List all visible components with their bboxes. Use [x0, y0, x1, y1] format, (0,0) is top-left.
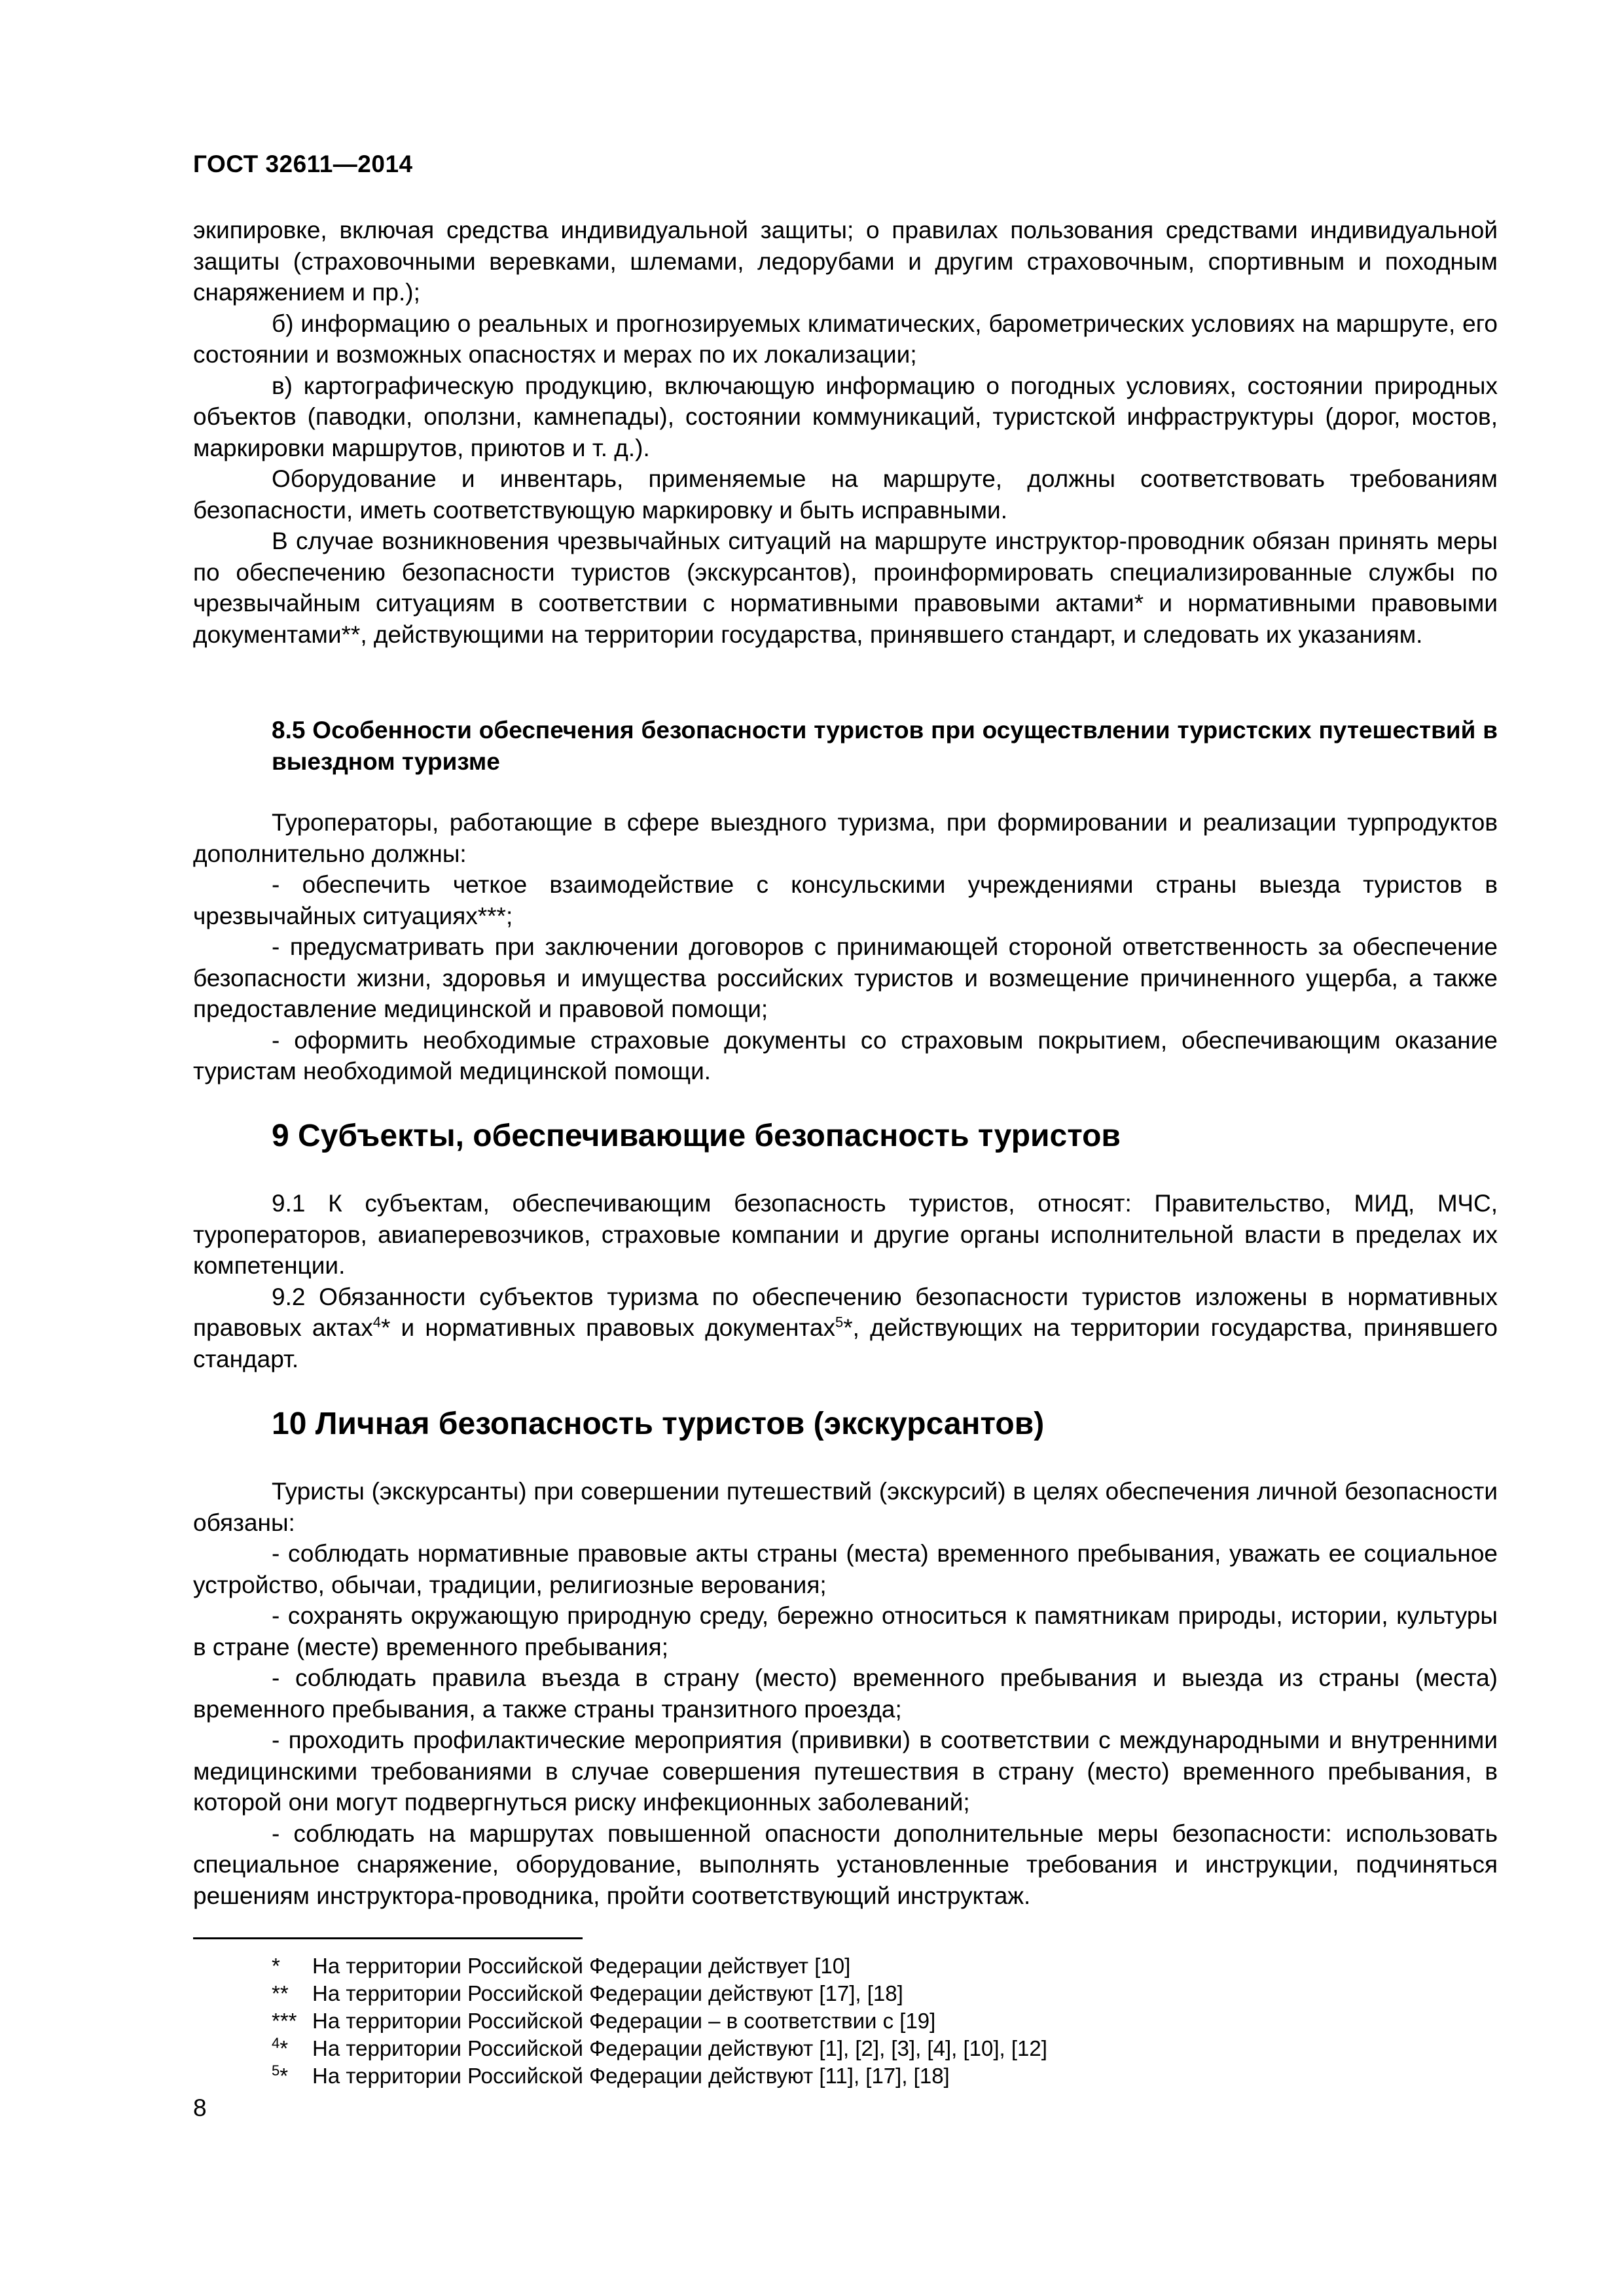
paragraph: - соблюдать на маршрутах повышенной опасности дополнительные меры безопасности: использовать специальное снаряжение, оборудование, выполнять установленные требования и инструкции, подчиняться решениям инструктора-проводника, пройти соответствующий инструктаж.	[193, 1820, 1498, 1909]
paragraph: - проходить профилактические мероприятия (прививки) в соответствии с международными и внутренними медицинскими требованиями в случае совершения путешествия в страну (место) временного пребывания, в которой они могут подвергнуться риску инфекционных заболеваний;	[193, 1727, 1498, 1816]
page-number: 8	[193, 2094, 207, 2121]
section-10-body	[193, 1476, 1498, 1911]
document-header: ГОСТ 32611—2014	[193, 151, 413, 177]
section-8-5-body	[193, 807, 1498, 1087]
paragraph: б) информацию о реальных и прогнозируемых климатических, барометрических условиях на маршруте, его состоянии и возможных опасностях и мерах по их локализации;	[193, 310, 1498, 368]
paragraph: - соблюдать правила въезда в страну (место) временного пребывания и выезда из страны (места) временного пребывания, а также страны транзитного проезда;	[193, 1664, 1498, 1723]
section-9-heading: 9 Субъекты, обеспечивающие безопасность туристов	[272, 1119, 1121, 1153]
intro-text-block	[193, 215, 1498, 650]
footnote: ** На территории Российской Федерации действуют [17], [18]	[272, 1981, 903, 2005]
section-8-5-heading: 8.5 Особенности обеспечения безопасности туристов при осуществлении туристских путешествий в выездном туризме	[272, 717, 1498, 775]
section-10-heading: 10 Личная безопасность туристов (экскурсантов)	[272, 1407, 1045, 1441]
paragraph: - соблюдать нормативные правовые акты страны (места) временного пребывания, уважать ее социальное устройство, обычаи, традиции, религиозные верования;	[193, 1540, 1498, 1598]
paragraph: Туристы (экскурсанты) при совершении путешествий (экскурсий) в целях обеспечения личной безопасности обязаны:	[193, 1478, 1498, 1536]
paragraph: - предусматривать при заключении договоров с принимающей стороной ответственность за обеспечение безопасности жизни, здоровья и имущества российских туристов и возмещение причиненного ущерба, а также предоставление медицинской и правовой помощи;	[193, 933, 1498, 1022]
paragraph: - обеспечить четкое взаимодействие с консульскими учреждениями страны выезда туристов в чрезвычайных ситуациях***;	[193, 871, 1498, 929]
footnote: $^4$* На территории Российской Федерации действуют [1], [2], [3], [4], [10], [12]	[272, 2035, 1047, 2060]
footnote-divider	[193, 1937, 583, 1939]
paragraph: - сохранять окружающую природную среду, бережно относиться к памятникам природы, истории, культуры в стране (месте) временного пребывания;	[193, 1602, 1498, 1660]
footnote: $^5$* На территории Российской Федерации действуют [11], [17], [18]	[272, 2062, 950, 2088]
section-9-body	[193, 1188, 1498, 1374]
paragraph: Туроператоры, работающие в сфере выездного туризма, при формировании и реализации турпродуктов дополнительно должны:	[193, 809, 1498, 867]
footnote: * На территории Российской Федерации действует [10]	[272, 1954, 851, 1978]
paragraph: экипировке, включая средства индивидуальной защиты; о правилах пользования средствами индивидуальной защиты (страховочными веревками, шлемами, ледорубами и другим страховочным, спортивным и походным снаряжением и пр.);	[193, 217, 1498, 306]
footnote: *** На территории Российской Федерации – в соответствии с [19]	[272, 2009, 936, 2033]
paragraph: В случае возникновения чрезвычайных ситуаций на маршруте инструктор-проводник обязан принять меры по обеспечению безопасности туристов (экскурсантов), проинформировать специализированные службы по чрезвычайным ситуациям в соответствии с нормативными правовыми актами* и нормативными правовыми документами**, действующими на территории государства, принявшего стандарт, и следовать их указаниям.	[193, 528, 1498, 648]
paragraph: в) картографическую продукцию, включающую информацию о погодных условиях, состоянии природных объектов (паводки, оползни, камнепады), состоянии коммуникаций, туристской инфраструктуры (дорог, мостов, маркировки маршрутов, приютов и т. д.).	[193, 372, 1498, 461]
paragraph: - оформить необходимые страховые документы со страховым покрытием, обеспечивающим оказание туристам необходимой медицинской помощи.	[193, 1026, 1498, 1085]
paragraph: 9.1 К субъектам, обеспечивающим безопасность туристов, относят: Правительство, МИД, МЧС, туроператоров, авиаперевозчиков, страховые компании и другие органы исполнительной власти в пределах их компетенции.	[193, 1190, 1498, 1279]
paragraph-9-2: 9.2 Обязанности субъектов туризма по обеспечению безопасности туристов изложены в нормативных правовых актах$^4$* и нормативных правовых документах$^5$*, действующих на территории государства, принявшего стандарт.	[193, 1283, 1498, 1372]
paragraph: Оборудование и инвентарь, применяемые на маршруте, должны соответствовать требованиям безопасности, иметь соответствующую маркировку и быть исправными.	[193, 465, 1498, 524]
